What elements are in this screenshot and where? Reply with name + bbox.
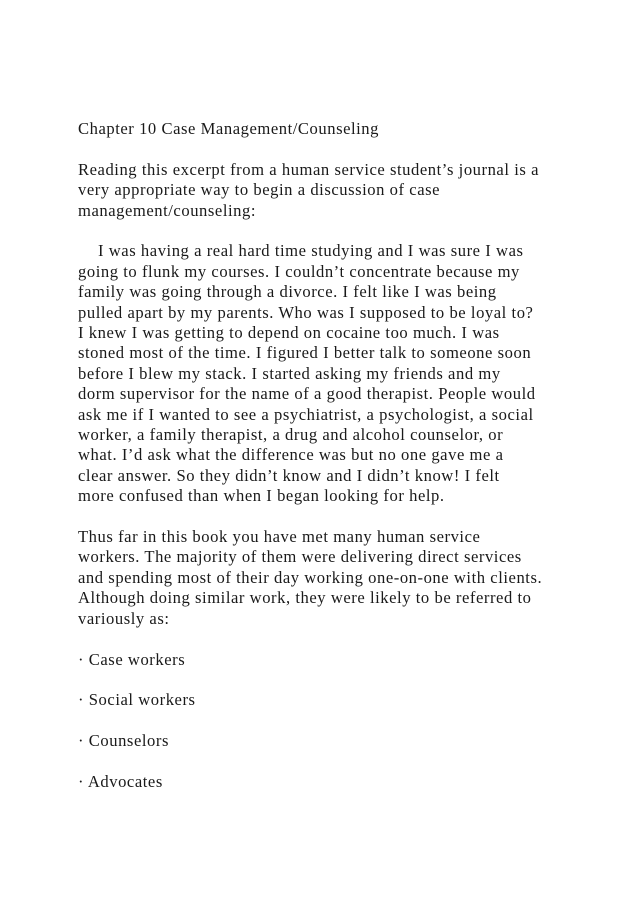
intro-paragraph: Reading this excerpt from a human service student’s journal is a very appropriate way to begin a discussion of case management/counseling:	[78, 159, 539, 220]
bullet-item-counselors: · Counselors	[78, 731, 169, 751]
bullet-item-social-workers: · Social workers	[78, 690, 196, 710]
document-body	[78, 119, 598, 813]
body-paragraph: Thus far in this book you have met many human service workers. The majority of them were delivering direct services and spending most of their day working one-on-one with clients. Although doing similar work, they were likely to be referred to variously as:	[78, 527, 543, 628]
chapter-title: Chapter 10 Case Management/Counseling	[78, 119, 380, 138]
bullet-item-case-workers: · Case workers	[78, 649, 186, 669]
journal-excerpt-quote: I was having a real hard time studying and I was sure I was going to flunk my courses. I couldn’t concentrate because my family was going through a divorce. I felt like I was being pulled apart by my parents. Who was I supposed to be loyal to? I knew I was getting to depend on cocaine too much. I was stoned most of the time. I figured I better talk to someone soon before I blew my stack. I started asking my friends and my dorm supervisor for the name of a good therapist. People would ask me if I wanted to see a psychiatrist, a psychologist, a social worker, a family therapist, a drug and alcohol counselor, or what. I’d ask what the difference was but no one gave me a clear answer. So they didn’t know and I didn’t know! I felt more confused than when I began looking for help.	[78, 241, 536, 506]
bullet-item-advocates: · Advocates	[78, 771, 163, 791]
